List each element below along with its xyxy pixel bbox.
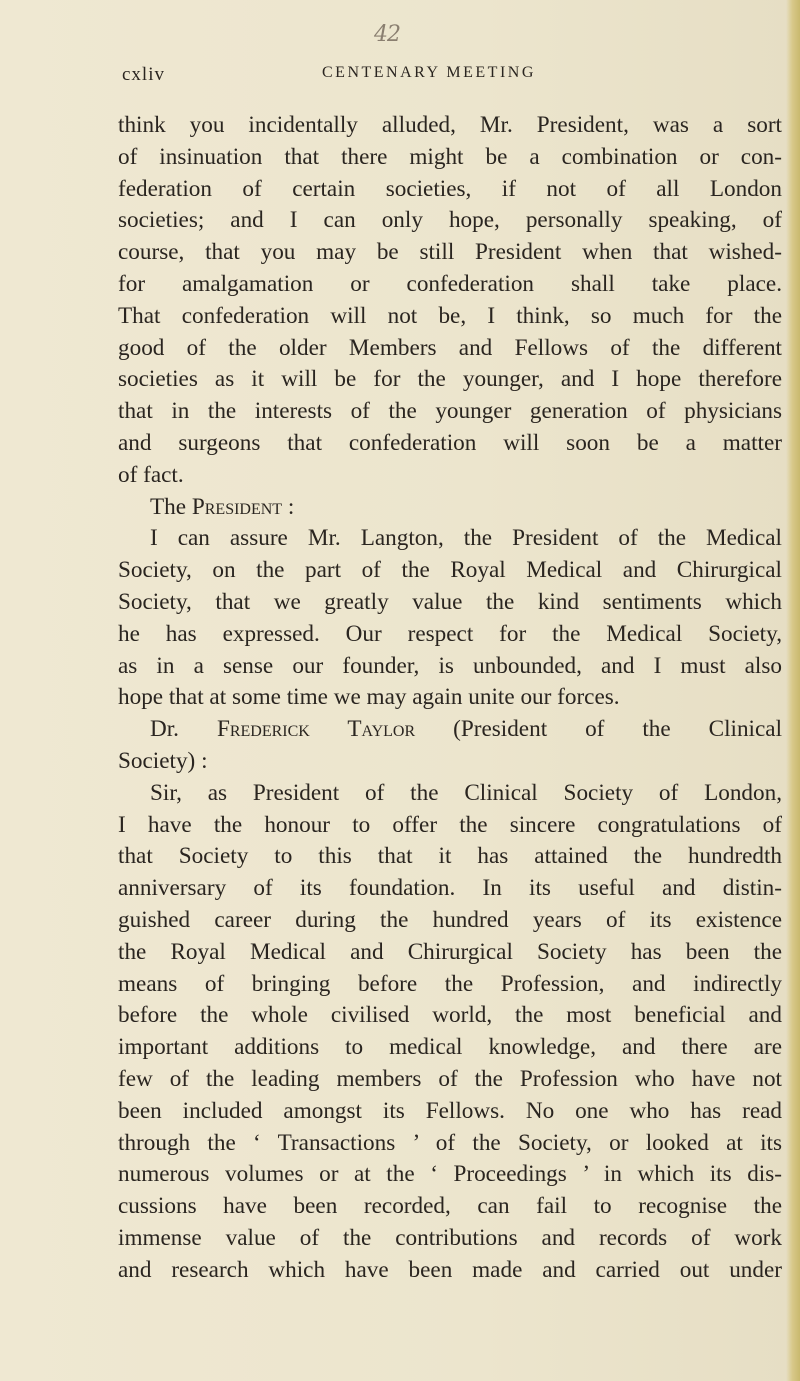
text-line: I have the honour to offer the sincere congratulations of bbox=[118, 811, 782, 838]
text-line: the Royal Medical and Chirurgical Society has been the bbox=[118, 938, 782, 965]
page-number: cxliv bbox=[122, 64, 165, 85]
text-line: of fact. bbox=[118, 461, 184, 488]
speaker-line bbox=[118, 492, 782, 524]
text-line: numerous volumes or at the ‘ Proceedings ’ in which its dis- bbox=[118, 1161, 782, 1188]
speaker-prefix: The bbox=[150, 493, 192, 520]
text-line: that in the interests of the younger generation of physicians bbox=[118, 398, 782, 425]
text-line: and surgeons that confederation will soon be a matter bbox=[118, 429, 782, 456]
text-line: I can assure Mr. Langton, the President of the Medical bbox=[150, 525, 782, 552]
text-line: important additions to medical knowledge, and there are bbox=[118, 1034, 782, 1061]
speaker-name: President bbox=[191, 493, 283, 520]
text-line: Society, that we greatly value the kind sentiments which bbox=[118, 588, 782, 615]
text-line: through the ‘ Transactions ’ of the Society, or looked at its bbox=[118, 1129, 782, 1156]
text-line: societies as it will be for the younger, and I hope therefore bbox=[118, 366, 782, 393]
speaker-line bbox=[118, 714, 782, 746]
speaker-suffix: (President of the Clinical bbox=[415, 716, 783, 743]
text-line: hope that at some time we may again unite our forces. bbox=[118, 684, 620, 711]
page-header bbox=[122, 64, 782, 90]
body-text bbox=[118, 110, 782, 1286]
text-line: That confederation will not be, I think, so much for the bbox=[118, 302, 782, 329]
text-line: course, that you may be still President when that wished- bbox=[118, 239, 782, 266]
pencil-annotation: 42 bbox=[374, 22, 400, 47]
speaker-name: Frederick Taylor bbox=[216, 716, 416, 743]
text-line: federation of certain societies, if not of all London bbox=[118, 175, 782, 202]
text-line: means of bringing before the Profession, and indirectly bbox=[118, 970, 782, 997]
text-line: he has expressed. Our respect for the Medical Society, bbox=[118, 620, 782, 647]
text-line: as in a sense our founder, is unbounded, and I must also bbox=[118, 652, 782, 679]
text-line: think you incidentally alluded, Mr. President, was a sort bbox=[118, 112, 782, 138]
speaker-line-continuation: Society) : bbox=[118, 747, 208, 774]
speaker-suffix: : bbox=[282, 493, 295, 520]
text-line: Society, on the part of the Royal Medical and Chirurgical bbox=[118, 557, 782, 584]
text-line: of insinuation that there might be a combination or con- bbox=[118, 143, 782, 170]
text-line: good of the older Members and Fellows of the different bbox=[118, 334, 782, 361]
text-line: immense value of the contributions and records of work bbox=[118, 1224, 782, 1251]
running-head: CENTENARY MEETING bbox=[322, 64, 536, 81]
speaker-prefix: Dr. bbox=[150, 716, 217, 743]
text-line: before the whole civilised world, the most beneficial and bbox=[118, 1002, 782, 1029]
page-edge bbox=[786, 0, 800, 1381]
text-line: that Society to this that it has attained the hundredth bbox=[118, 843, 782, 870]
text-line: few of the leading members of the Profession who have not bbox=[118, 1065, 782, 1092]
text-line: been included amongst its Fellows. No one who has read bbox=[118, 1097, 782, 1124]
text-line: societies; and I can only hope, personally speaking, of bbox=[118, 207, 782, 234]
text-line: cussions have been recorded, can fail to recognise the bbox=[118, 1193, 782, 1220]
text-line: for amalgamation or confederation shall take place. bbox=[118, 270, 782, 297]
text-line: guished career during the hundred years of its existence bbox=[118, 906, 782, 933]
text-line: Sir, as President of the Clinical Society of London, bbox=[150, 779, 782, 806]
text-line: and research which have been made and carried out under bbox=[118, 1256, 782, 1283]
text-line: anniversary of its foundation. In its useful and distin- bbox=[118, 875, 782, 902]
